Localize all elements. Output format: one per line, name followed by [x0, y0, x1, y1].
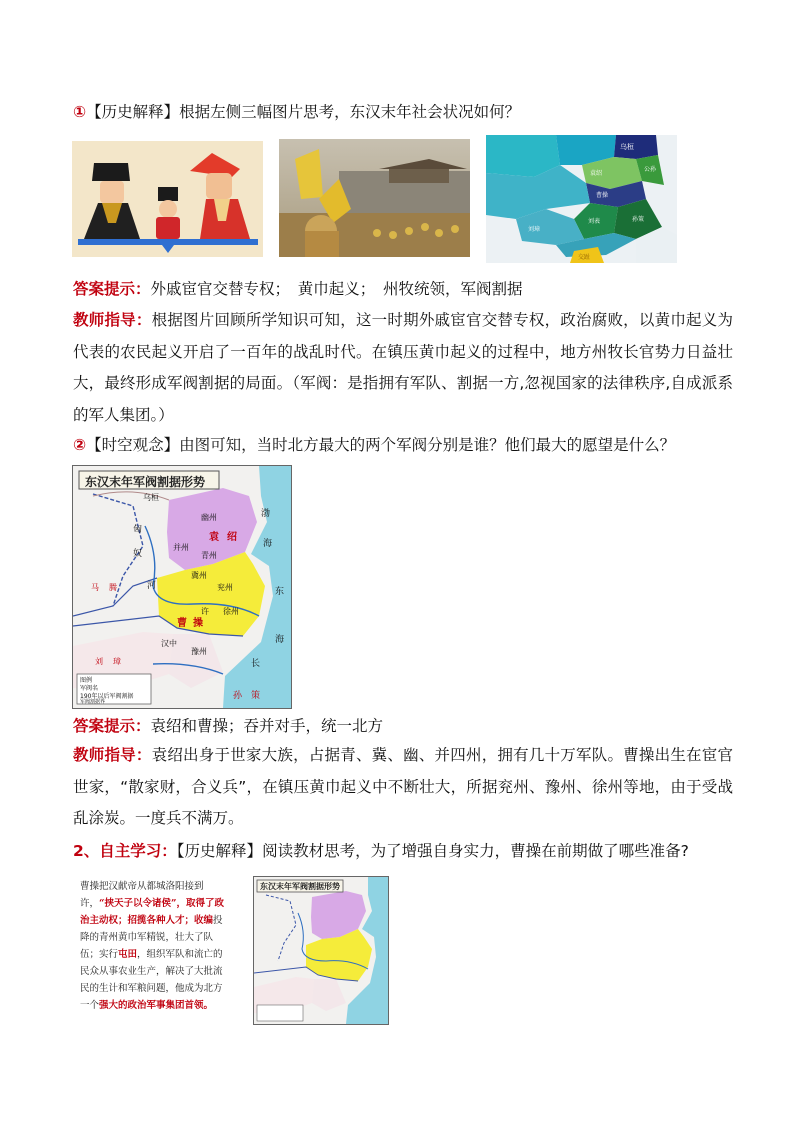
map1-jiaozhi-label: 交趾 — [578, 254, 591, 261]
map2-youzhou: 幽州 — [201, 513, 217, 522]
question-2-text: 由图可知，当时北方最大的两个军阀分别是谁？他们最大的愿望是什么？ — [179, 436, 676, 454]
map2-bohai-b: 海 — [263, 539, 273, 549]
excerpt-part-3: 投降的青州黄巾军精锐，壮大了队伍；实行 — [80, 915, 223, 960]
guidance-1-text: 根据图片回顾所学知识可知，这一时期外戚宦官交替专权，政治腐败，以黄巾起义为代表的农民起义开启了一百年的战乱时代。在镇压黄巾起义的过程中，地方州牧长官势力日益壮大，最终形成军阀割据的局面。（军阀：是指拥有军队、割据一方,忽视国家的法律秩序,自成派系的军人集团。） — [73, 311, 733, 424]
answer-1-text: 外戚宦官交替专权； 黄巾起义； 州牧统领，军阀割据 — [150, 280, 523, 298]
map2-bingzhou: 并州 — [173, 543, 189, 552]
excerpt-part-6: 强大的政治军事集团首领。 — [99, 1000, 214, 1011]
map2-liu-a: 刘 — [95, 657, 103, 666]
excerpt-part-1: 曹操把汉献帝从都城洛阳接到许， — [80, 881, 204, 909]
map1-yuanshao-label: 袁绍 — [590, 170, 603, 177]
warlord-division-map-small — [253, 876, 389, 1025]
section-2-number: 2、自主学习： — [73, 842, 177, 860]
map2-cao-b: 操 — [193, 618, 203, 629]
map2-xiongnu-a: 匈 — [133, 525, 143, 535]
map2-ma-a: 马 — [91, 583, 99, 592]
map2-ma-b: 腾 — [109, 583, 117, 592]
map1-suince-label: 孙策 — [632, 216, 645, 223]
section-2-heading — [73, 841, 689, 861]
map2-title: 东汉末年军阀割据形势 — [85, 475, 206, 489]
map1-liuzhang-label: 刘璋 — [528, 226, 541, 233]
map2-wuhuan: 乌桓 — [143, 493, 159, 502]
excerpt-part-5: ，组织军队和流亡的民众从事农业生产，解决了大批流民的生计和军粮问题，他成为北方一个 — [80, 949, 223, 1011]
excerpt-part-4: 屯田 — [118, 949, 138, 960]
answer-2-label: 答案提示： — [73, 717, 151, 735]
map2-xiongnu-b: 奴 — [133, 549, 143, 559]
map2-qingzhou: 青州 — [201, 551, 217, 560]
map2-chang: 长 — [251, 659, 261, 669]
guidance-2-text: 袁绍出身于世家大族，占据青、冀、幽、并四州，拥有几十万军队。曹操出生在宦官世家，“散家财，合义兵”，在镇压黄巾起义中不断壮大，所据兖州、豫州、徐州等地，由于受战乱涂炭。一度兵不满万。 — [73, 746, 733, 827]
warlord-division-map-large — [72, 465, 292, 709]
map1-wuhuan-label: 乌桓 — [620, 143, 634, 151]
question-1-marker: ① — [73, 103, 87, 121]
map2-xuchang: 许 — [201, 607, 209, 616]
yellow-turban-uprising-painting-icon — [279, 139, 470, 257]
answer-1-label: 答案提示： — [73, 280, 151, 298]
answer-2 — [73, 716, 383, 736]
map1-gongsun-label: 公孙 — [644, 166, 657, 173]
question-2-marker: ② — [73, 436, 87, 454]
map1-caocao-label: 曹操 — [596, 192, 609, 199]
map2-yuzhou: 豫州 — [191, 647, 207, 656]
map2-yuan-b: 绍 — [227, 532, 237, 543]
map2-river: 河 — [147, 581, 157, 591]
map2-sunce: 孙 策 — [233, 691, 261, 701]
map2-bohai-a: 渤 — [261, 509, 271, 519]
map2-legend-3: 军阀割据界 — [80, 699, 106, 705]
map2-cao-a: 曹 — [177, 618, 187, 629]
question-1 — [73, 102, 520, 122]
map2-hanzhong: 汉中 — [161, 639, 177, 648]
map2-xuzhou: 徐州 — [223, 607, 239, 616]
map1-liubiao-label: 刘表 — [588, 218, 601, 225]
question-1-text: 根据左侧三幅图片思考，东汉末年社会状况如何？ — [179, 103, 521, 121]
map2-liu-b: 璋 — [113, 657, 121, 666]
warlord-division-map-icon — [73, 466, 291, 708]
courtiers-cartoon-illustration-icon — [72, 141, 263, 257]
question-2 — [73, 435, 675, 455]
question-2-tag: 【时空观念】 — [86, 436, 180, 454]
answer-2-text: 袁绍和曹操；吞并对手，统一北方 — [150, 717, 384, 735]
question-1-tag: 【历史解释】 — [86, 103, 180, 121]
teacher-guidance-1 — [73, 305, 733, 431]
section-2-tag: 【历史解释】 — [176, 842, 263, 860]
map2-donghai-a: 东 — [275, 587, 285, 597]
warlord-division-map-small-icon — [254, 877, 388, 1024]
map2-donghai-b: 海 — [275, 635, 285, 645]
answer-1 — [73, 279, 523, 299]
map2-yuan-a: 袁 — [209, 532, 219, 543]
teacher-guidance-2 — [73, 740, 733, 835]
section-2-text: 阅读教材思考，为了增强自身实力，曹操在前期做了哪些准备? — [262, 842, 689, 860]
map3-title: 东汉末年军阀割据形势 — [260, 882, 340, 891]
yellow-turban-painting-image — [279, 139, 470, 257]
guidance-1-label: 教师指导： — [73, 311, 152, 329]
map2-legend-title: 图例 — [80, 677, 93, 684]
map2-jizhou: 冀州 — [191, 571, 207, 580]
map2-yanzhou: 兖州 — [217, 583, 233, 592]
map2-legend-2: 190年以后军阀割据 — [80, 693, 134, 700]
warlord-territory-map-icon — [486, 135, 677, 263]
warlord-territory-map-image — [486, 135, 677, 263]
map2-legend-1: 军阀名 — [80, 685, 99, 692]
courtiers-cartoon-image — [72, 141, 263, 257]
textbook-excerpt — [80, 878, 230, 1014]
excerpt-part-2: “挟天子以令诸侯”，取得了政治主动权；招揽各种人才；收编 — [80, 898, 224, 926]
guidance-2-label: 教师指导： — [73, 746, 152, 764]
